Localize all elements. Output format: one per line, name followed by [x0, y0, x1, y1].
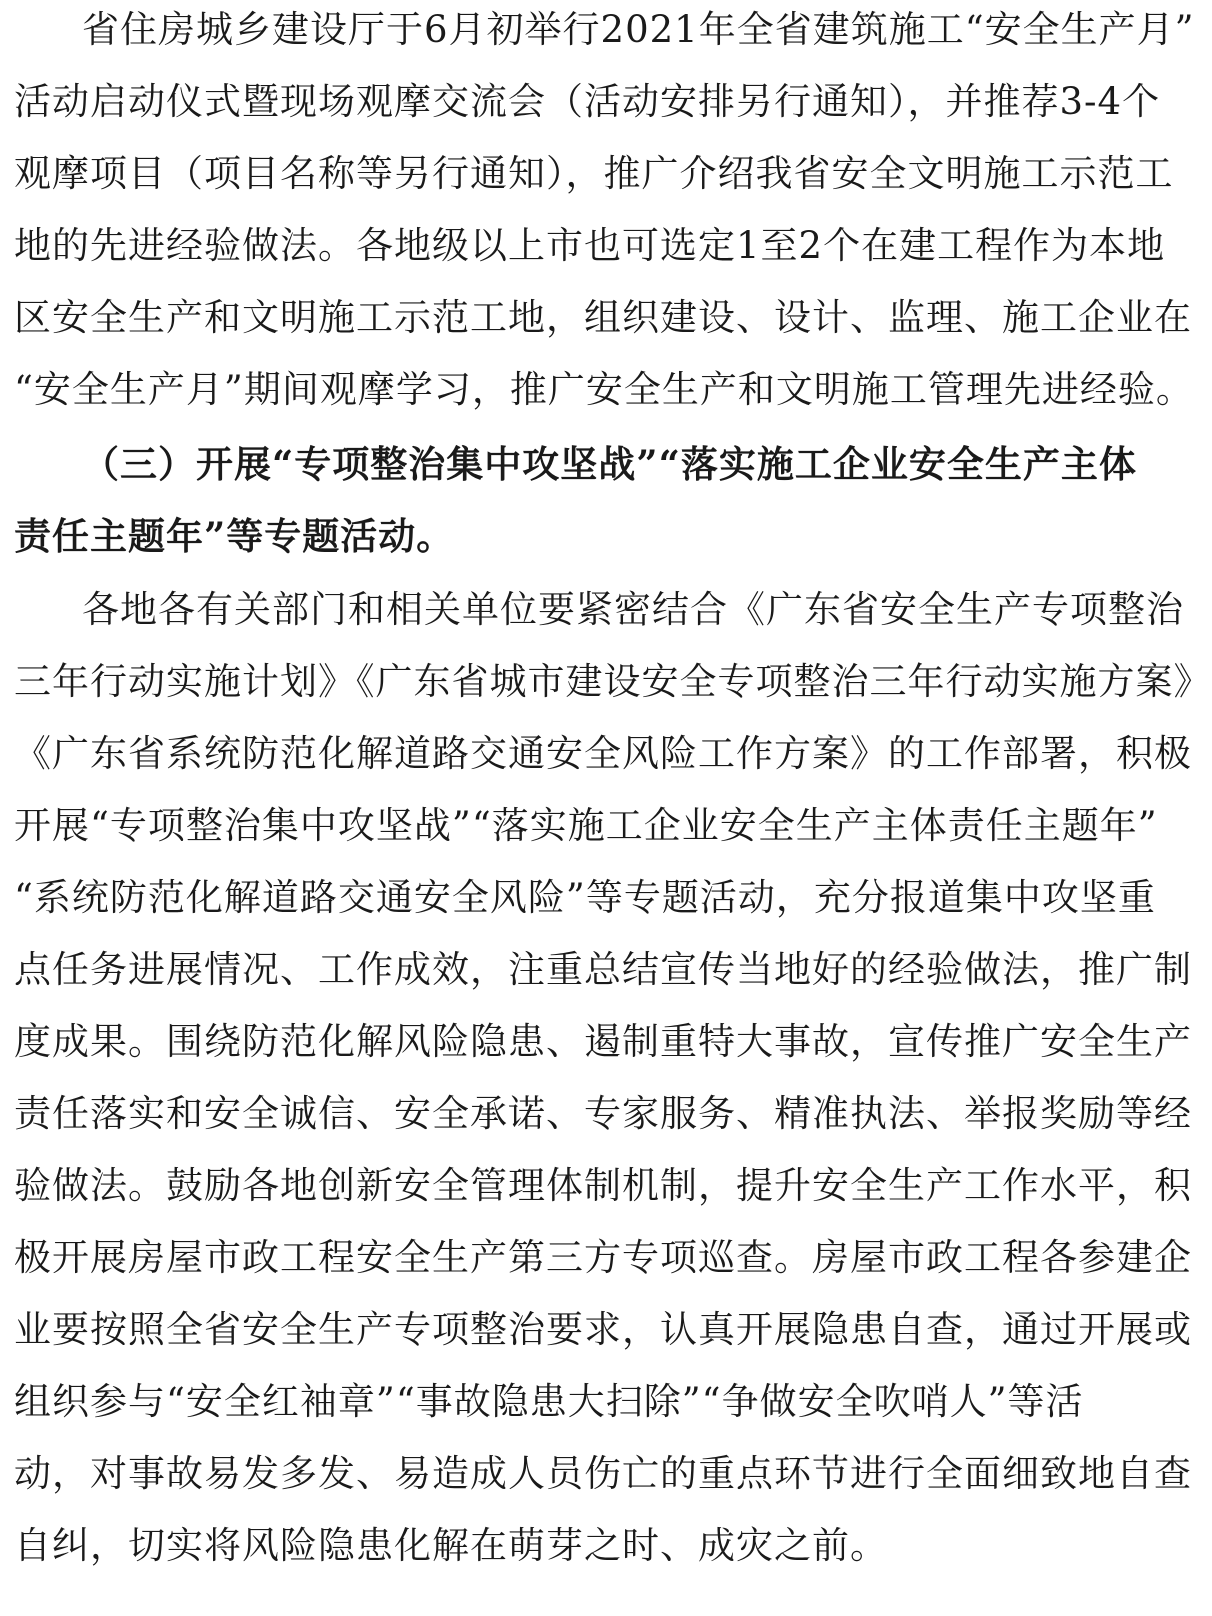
section-heading-line-1: （三）开展“专项整治集中攻坚战”“落实施工企业安全生产主体 — [82, 442, 1137, 486]
paragraph2-line-3: 《广东省系统防范化解道路交通安全风险工作方案》的工作部署，积极 — [14, 732, 1192, 775]
paragraph2-line-14: 自纠，切实将风险隐患化解在萌芽之时、成灾之前。 — [14, 1524, 888, 1567]
paragraph2-line-4: 开展“专项整治集中攻坚战”“落实施工企业安全生产主体责任主题年” — [14, 804, 1158, 847]
paragraph2-line-1: 各地各有关部门和相关单位要紧密结合《广东省安全生产专项整治 — [82, 588, 1184, 631]
paragraph1-line-1: 省住房城乡建设厅于6月初举行2021年全省建筑施工“安全生产月” — [82, 8, 1195, 51]
paragraph2-line-8: 责任落实和安全诚信、安全承诺、专家服务、精准执法、举报奖励等经 — [14, 1092, 1192, 1135]
paragraph2-line-10: 极开展房屋市政工程安全生产第三方专项巡查。房屋市政工程各参建企 — [14, 1236, 1192, 1279]
paragraph1-line-3: 观摩项目（项目名称等另行通知），推广介绍我省安全文明施工示范工 — [14, 152, 1174, 195]
paragraph1-line-6: “安全生产月”期间观摩学习，推广安全生产和文明施工管理先进经验。 — [14, 368, 1194, 411]
paragraph1-line-2: 活动启动仪式暨现场观摩交流会（活动安排另行通知），并推荐3-4个 — [14, 80, 1161, 123]
paragraph1-line-5: 区安全生产和文明施工示范工地，组织建设、设计、监理、施工企业在 — [14, 296, 1192, 339]
paragraph2-line-7: 度成果。围绕防范化解风险隐患、遏制重特大事故，宣传推广安全生产 — [14, 1020, 1192, 1063]
paragraph2-line-11: 业要按照全省安全生产专项整治要求，认真开展隐患自查，通过开展或 — [14, 1308, 1192, 1351]
paragraph2-line-5: “系统防范化解道路交通安全风险”等专题活动，充分报道集中攻坚重 — [14, 876, 1156, 919]
section-heading-line-2: 责任主题年”等专题活动。 — [14, 514, 455, 558]
paragraph2-line-2: 三年行动实施计划》《广东省城市建设安全专项整治三年行动实施方案》 — [14, 660, 1212, 703]
paragraph2-line-9: 验做法。鼓励各地创新安全管理体制机制，提升安全生产工作水平，积 — [14, 1164, 1192, 1207]
paragraph2-line-12: 组织参与“安全红袖章”“事故隐患大扫除”“争做安全吹哨人”等活 — [14, 1380, 1084, 1423]
paragraph1-line-4: 地的先进经验做法。各地级以上市也可选定1至2个在建工程作为本地 — [14, 224, 1166, 267]
paragraph2-line-6: 点任务进展情况、工作成效，注重总结宣传当地好的经验做法，推广制 — [14, 948, 1192, 991]
paragraph2-line-13: 动，对事故易发多发、易造成人员伤亡的重点环节进行全面细致地自查 — [14, 1452, 1192, 1495]
